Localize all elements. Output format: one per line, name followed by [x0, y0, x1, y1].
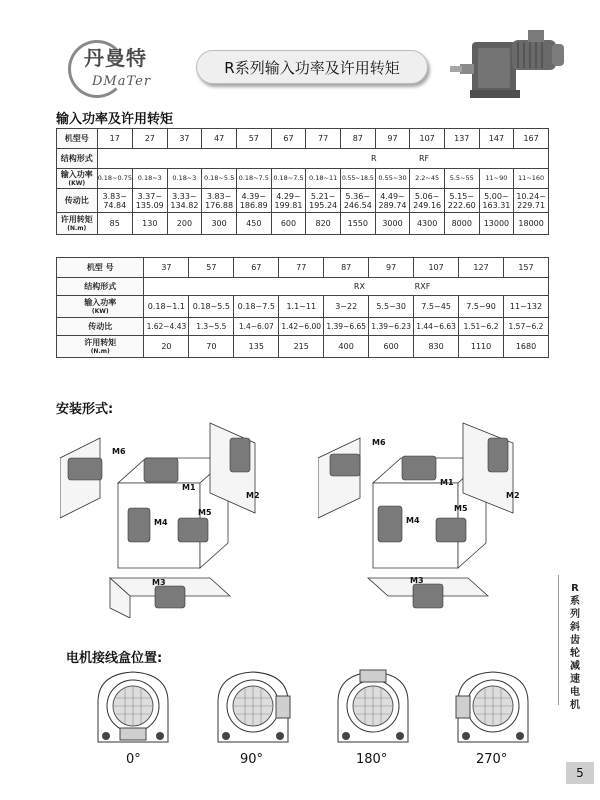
ratio-min: 3.83~	[102, 191, 128, 201]
table2-torque-unit: (N.m)	[90, 347, 110, 355]
table1-model-cell: 57	[236, 129, 271, 149]
table2-structure-rx: RX	[353, 282, 365, 291]
table1-power-cell: 0.18~7.5	[236, 169, 271, 189]
side-tab-char: 速	[570, 674, 580, 685]
table1-ratio-cell	[514, 189, 549, 213]
side-tab-char: 轮	[570, 648, 580, 659]
table1-model-cell: 107	[410, 129, 445, 149]
table1-torque-cell: 130	[132, 213, 167, 235]
terminal-box-270deg	[452, 668, 534, 744]
mounting-cube-drawing	[318, 418, 548, 618]
table1-torque-cell: 200	[167, 213, 202, 235]
table2-model-cell: 57	[189, 258, 234, 278]
gear-motor-photo	[446, 20, 574, 102]
table1-structure-header: 结构形式	[57, 149, 98, 169]
ratio-max: 176.88	[205, 200, 234, 210]
terminal-box-180deg	[332, 668, 414, 744]
table1-model-cell: 147	[479, 129, 514, 149]
table2-model-cell: 157	[504, 258, 549, 278]
table2-power-label: 输入功率	[84, 297, 117, 307]
table1-ratio-cell	[167, 189, 202, 213]
side-tab-char: 电	[570, 687, 580, 698]
ratio-min: 3.33~	[172, 191, 197, 201]
table1-power-cell: 2.2~45	[410, 169, 445, 189]
table1-torque-cell: 8000	[444, 213, 479, 235]
table1-model-row	[57, 129, 549, 149]
table1-torque-label: 许用转矩	[60, 214, 93, 224]
table1-ratio-cell	[479, 189, 514, 213]
ratio-min: 5.36~	[345, 191, 371, 201]
table2-torque-row	[57, 336, 549, 358]
side-tab-char: 斜	[570, 622, 580, 633]
section-title-power-torque: 输入功率及许用转矩	[56, 112, 174, 127]
table1-power-cell: 0.18~5.5	[202, 169, 237, 189]
mount-label-m3: M3	[152, 578, 166, 587]
table1-power-cell: 0.18~7.5	[271, 169, 306, 189]
page-title-banner: R系列输入功率及许用转矩	[196, 50, 428, 84]
table2-ratio-cell: 1.3~5.5	[189, 318, 234, 336]
side-tab-char: 系	[570, 596, 580, 607]
table2-power-cell: 0.18~1.1	[144, 296, 189, 318]
rx-series-table	[56, 257, 549, 358]
mount-label-m6: M6	[112, 447, 126, 456]
ratio-min: 4.29~	[276, 191, 301, 201]
ratio-min: 3.83~	[206, 191, 232, 201]
table1-torque-unit: (N.m)	[67, 224, 87, 232]
table1-model-cell: 137	[444, 129, 479, 149]
table2-ratio-cell: 1.44~6.63	[414, 318, 459, 336]
table1-torque-header	[57, 213, 98, 235]
ratio-min: 5.06~	[414, 191, 440, 201]
section-title-terminal-box: 电机接线盒位置:	[66, 651, 163, 666]
table2-ratio-row	[57, 318, 549, 336]
angle-label-270: 270°	[476, 752, 508, 767]
table1-ratio-cell	[202, 189, 237, 213]
table2-torque-cell: 135	[234, 336, 279, 358]
mount-label-m4: M4	[406, 516, 420, 525]
ratio-min: 4.49~	[380, 191, 405, 201]
ratio-max: 222.60	[447, 200, 476, 210]
table2-torque-cell: 830	[414, 336, 459, 358]
table2-model-row	[57, 258, 549, 278]
table2-model-cell: 107	[414, 258, 459, 278]
table1-torque-cell: 820	[306, 213, 341, 235]
table1-power-cell: 0.18~11	[306, 169, 341, 189]
table2-ratio-cell: 1.42~6.00	[279, 318, 324, 336]
table1-model-cell: 97	[375, 129, 410, 149]
angle-label-90: 90°	[240, 752, 264, 767]
ratio-max: 186.89	[239, 200, 268, 210]
ratio-min: 3.37~	[137, 191, 163, 201]
table1-model-cell: 27	[132, 129, 167, 149]
table2-power-cell: 3~22	[324, 296, 369, 318]
logo-text-en: DMaTer	[92, 74, 152, 89]
table1-power-cell: 5.5~55	[444, 169, 479, 189]
table1-ratio-header: 传动比	[57, 189, 98, 213]
mount-label-m4: M4	[154, 518, 168, 527]
table1-model-cell: 167	[514, 129, 549, 149]
side-tab-char: R	[571, 583, 579, 594]
table2-model-header: 机型 号	[57, 258, 144, 278]
table1-ratio-cell	[444, 189, 479, 213]
table2-power-cell: 11~132	[504, 296, 549, 318]
table1-ratio-cell	[271, 189, 306, 213]
table2-model-cell: 77	[279, 258, 324, 278]
table1-ratio-cell	[306, 189, 341, 213]
side-tab-char: 机	[570, 700, 580, 711]
table2-ratio-cell: 1.4~6.07	[234, 318, 279, 336]
mount-label-m2: M2	[246, 491, 260, 500]
table1-model-cell: 67	[271, 129, 306, 149]
table1-ratio-cell	[132, 189, 167, 213]
table2-power-cell: 7.5~45	[414, 296, 459, 318]
table1-torque-cell: 300	[202, 213, 237, 235]
ratio-max: 134.82	[170, 200, 199, 210]
table2-power-header	[57, 296, 144, 318]
table1-model-header: 机型号	[57, 129, 98, 149]
ratio-max: 249.16	[413, 200, 442, 210]
table2-model-cell: 127	[459, 258, 504, 278]
table2-power-cell: 0.18~5.5	[189, 296, 234, 318]
ratio-max: 289.74	[378, 200, 407, 210]
ratio-min: 10.24~	[516, 191, 546, 201]
table2-structure-row	[57, 278, 549, 296]
section-title-mounting: 安装形式:	[56, 402, 114, 417]
table2-torque-cell: 400	[324, 336, 369, 358]
table1-ratio-cell	[340, 189, 375, 213]
table1-torque-cell: 1550	[340, 213, 375, 235]
mount-label-m1: M1	[440, 478, 454, 487]
table2-ratio-cell: 1.62~4.43	[144, 318, 189, 336]
table1-model-cell: 37	[167, 129, 202, 149]
table1-torque-cell: 18000	[514, 213, 549, 235]
mount-label-m5: M5	[198, 508, 212, 517]
table1-power-cell: 0.55~18.5	[340, 169, 375, 189]
table2-power-cell: 5.5~30	[369, 296, 414, 318]
table2-model-cell: 97	[369, 258, 414, 278]
table2-power-unit: (KW)	[91, 307, 109, 315]
table1-power-cell: 0.55~30	[375, 169, 410, 189]
table2-torque-cell: 1680	[504, 336, 549, 358]
table1-ratio-cell	[410, 189, 445, 213]
ratio-min: 4.39~	[241, 191, 267, 201]
table2-ratio-cell: 1.51~6.2	[459, 318, 504, 336]
table1-torque-cell: 85	[97, 213, 132, 235]
side-divider	[558, 575, 559, 705]
table2-torque-cell: 600	[369, 336, 414, 358]
table2-structure-rxf: RXF	[414, 282, 431, 291]
table1-power-cell: 0.18~0.75	[97, 169, 132, 189]
mounting-cube-drawing	[60, 418, 290, 618]
terminal-box-0deg	[92, 668, 174, 744]
angle-label-180: 180°	[356, 752, 388, 767]
page-number: 5	[566, 762, 594, 784]
table2-torque-label: 许用转矩	[84, 337, 117, 347]
table2-structure-header: 结构形式	[57, 278, 144, 296]
mounting-diagram-r	[60, 418, 290, 618]
ratio-min: 5.15~	[449, 191, 475, 201]
r-series-table	[56, 128, 549, 235]
table2-torque-cell: 1110	[459, 336, 504, 358]
table1-torque-cell: 3000	[375, 213, 410, 235]
company-logo	[62, 30, 192, 100]
ratio-max: 199.81	[274, 200, 303, 210]
ratio-max: 135.09	[135, 200, 164, 210]
table1-model-cell: 17	[97, 129, 132, 149]
table1-model-cell: 87	[340, 129, 375, 149]
side-tab-char: 列	[570, 609, 580, 620]
table1-structure-cell	[97, 149, 548, 169]
table1-structure-r: R	[370, 154, 377, 163]
terminal-box-90deg	[212, 668, 294, 744]
table1-power-label: 输入功率	[60, 169, 93, 179]
table1-power-cell: 0.18~3	[167, 169, 202, 189]
table1-power-row	[57, 169, 549, 189]
table1-model-cell: 77	[306, 129, 341, 149]
mounting-diagram-rx	[318, 418, 548, 618]
table1-power-header	[57, 169, 98, 189]
mount-label-m1: M1	[182, 483, 196, 492]
table2-structure-cell	[144, 278, 549, 296]
table2-torque-cell: 70	[189, 336, 234, 358]
table1-ratio-cell	[97, 189, 132, 213]
table1-structure-rf: RF	[418, 154, 430, 163]
table1-torque-cell: 450	[236, 213, 271, 235]
table1-torque-cell: 4300	[410, 213, 445, 235]
table2-power-cell: 0.18~7.5	[234, 296, 279, 318]
angle-label-0: 0°	[126, 752, 141, 767]
table2-model-cell: 87	[324, 258, 369, 278]
side-tab-series-name	[560, 582, 590, 712]
mount-label-m5: M5	[454, 504, 468, 513]
table2-model-cell: 67	[234, 258, 279, 278]
table1-model-cell: 47	[202, 129, 237, 149]
table2-torque-header	[57, 336, 144, 358]
table1-structure-row	[57, 149, 549, 169]
ratio-min: 5.21~	[310, 191, 336, 201]
table1-power-cell: 11~160	[514, 169, 549, 189]
ratio-max: 74.84	[103, 200, 127, 210]
mount-label-m2: M2	[506, 491, 520, 500]
table2-power-cell: 7.5~90	[459, 296, 504, 318]
ratio-max: 163.31	[482, 200, 511, 210]
table2-ratio-header: 传动比	[57, 318, 144, 336]
ratio-max: 195.24	[309, 200, 338, 210]
table1-power-cell: 11~90	[479, 169, 514, 189]
table2-power-row	[57, 296, 549, 318]
table2-power-cell: 1.1~11	[279, 296, 324, 318]
table1-torque-row	[57, 213, 549, 235]
table1-power-unit: (KW)	[68, 179, 86, 187]
table2-ratio-cell: 1.39~6.23	[369, 318, 414, 336]
side-tab-char: 减	[570, 661, 580, 672]
table2-torque-cell: 20	[144, 336, 189, 358]
table1-torque-cell: 13000	[479, 213, 514, 235]
mount-label-m6: M6	[372, 438, 386, 447]
table1-ratio-row	[57, 189, 549, 213]
table2-ratio-cell: 1.57~6.2	[504, 318, 549, 336]
table1-torque-cell: 600	[271, 213, 306, 235]
table2-ratio-cell: 1.39~6.65	[324, 318, 369, 336]
table1-ratio-cell	[236, 189, 271, 213]
ratio-min: 5.00~	[484, 191, 509, 201]
table1-power-cell: 0.18~3	[132, 169, 167, 189]
mount-label-m3: M3	[410, 576, 424, 585]
logo-text-cn: 丹曼特	[84, 46, 147, 70]
ratio-max: 246.54	[343, 200, 372, 210]
ratio-max: 229.71	[517, 200, 546, 210]
table1-ratio-cell	[375, 189, 410, 213]
table2-model-cell: 37	[144, 258, 189, 278]
table2-torque-cell: 215	[279, 336, 324, 358]
side-tab-char: 齿	[570, 635, 580, 646]
